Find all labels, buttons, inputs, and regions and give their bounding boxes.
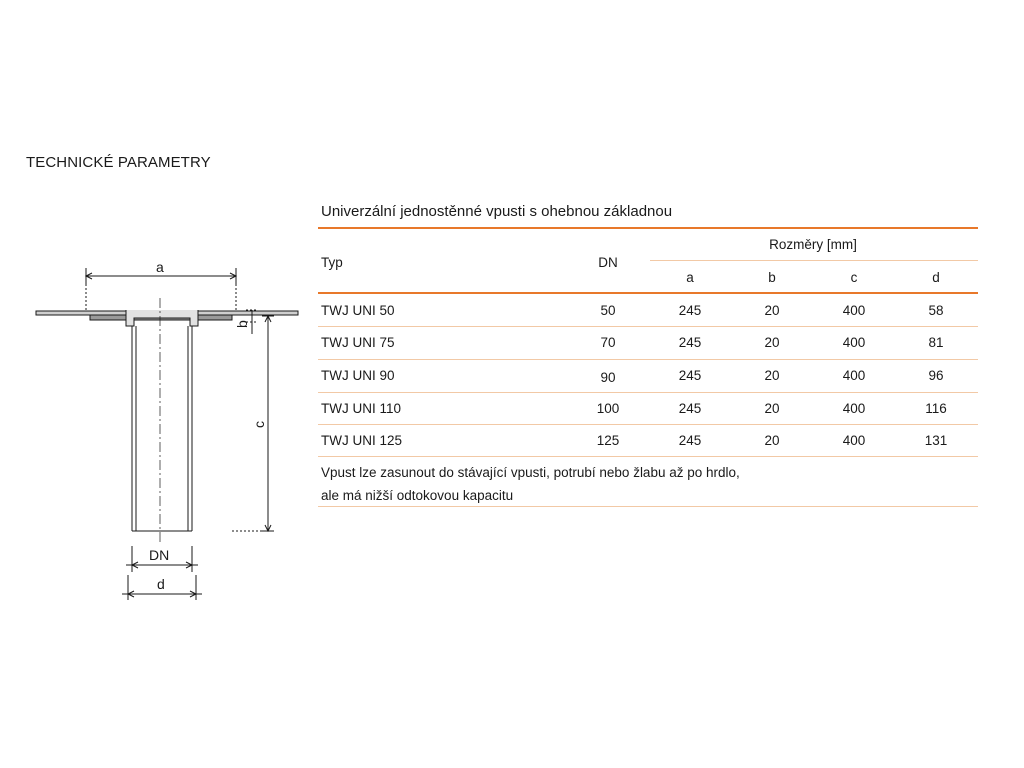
row-b: 20 <box>764 433 780 448</box>
row-a: 245 <box>678 335 702 350</box>
row-rule <box>318 456 978 457</box>
row-c: 400 <box>842 303 866 318</box>
row-b: 20 <box>764 335 780 350</box>
row-typ: TWJ UNI 50 <box>321 303 395 318</box>
header-bottom-rule <box>318 292 978 294</box>
row-a: 245 <box>678 401 702 416</box>
dim-a-label: a <box>156 259 164 275</box>
row-a: 245 <box>678 433 702 448</box>
row-dn: 70 <box>600 335 616 350</box>
row-rule <box>318 392 978 393</box>
table-note <box>321 461 740 507</box>
row-d: 81 <box>928 335 944 350</box>
row-typ: TWJ UNI 125 <box>321 433 403 448</box>
header-dn: DN <box>598 255 618 270</box>
note-line-1: Vpust lze zasunout do stávající vpusti, potrubí nebo žlabu až po hrdlo, <box>321 465 740 480</box>
row-b: 20 <box>764 368 780 383</box>
note-line-2: ale má nižší odtokovou kapacitu <box>321 488 514 503</box>
row-rule <box>318 326 978 327</box>
header-a: a <box>686 270 694 285</box>
row-rule <box>318 359 978 360</box>
header-b: b <box>768 270 776 285</box>
row-c: 400 <box>842 433 866 448</box>
row-d: 58 <box>928 303 944 318</box>
header-c: c <box>850 270 858 285</box>
row-typ: TWJ UNI 90 <box>321 368 395 383</box>
row-b: 20 <box>764 401 780 416</box>
row-dn: 100 <box>596 401 620 416</box>
row-typ: TWJ UNI 75 <box>321 335 395 350</box>
row-dn: 125 <box>596 433 620 448</box>
row-c: 400 <box>842 335 866 350</box>
dim-c-label: c <box>251 421 267 428</box>
row-a: 245 <box>678 303 702 318</box>
dim-d-label: d <box>157 576 165 592</box>
row-d: 116 <box>925 401 947 416</box>
section-title: TECHNICKÉ PARAMETRY <box>26 154 211 171</box>
row-dn: 90 <box>600 370 616 385</box>
row-a: 245 <box>678 368 702 383</box>
header-sub-rule <box>650 260 978 261</box>
row-typ: TWJ UNI 110 <box>321 401 402 416</box>
row-d: 96 <box>928 368 944 383</box>
row-c: 400 <box>842 368 866 383</box>
table-top-rule <box>318 227 978 229</box>
table-title: Univerzální jednostěnné vpusti s ohebnou základnou <box>321 203 673 220</box>
header-dims: Rozměry [mm] <box>769 237 857 252</box>
row-d: 131 <box>924 433 948 448</box>
header-d: d <box>932 270 940 285</box>
row-dn: 50 <box>600 303 616 318</box>
table-bottom-rule <box>318 506 978 507</box>
row-rule <box>318 424 978 425</box>
header-typ: Typ <box>321 255 343 270</box>
dim-b-label: b <box>234 320 250 328</box>
dim-dn-label: DN <box>149 547 170 563</box>
row-c: 400 <box>842 401 866 416</box>
drain-diagram <box>0 0 320 620</box>
row-b: 20 <box>764 303 780 318</box>
